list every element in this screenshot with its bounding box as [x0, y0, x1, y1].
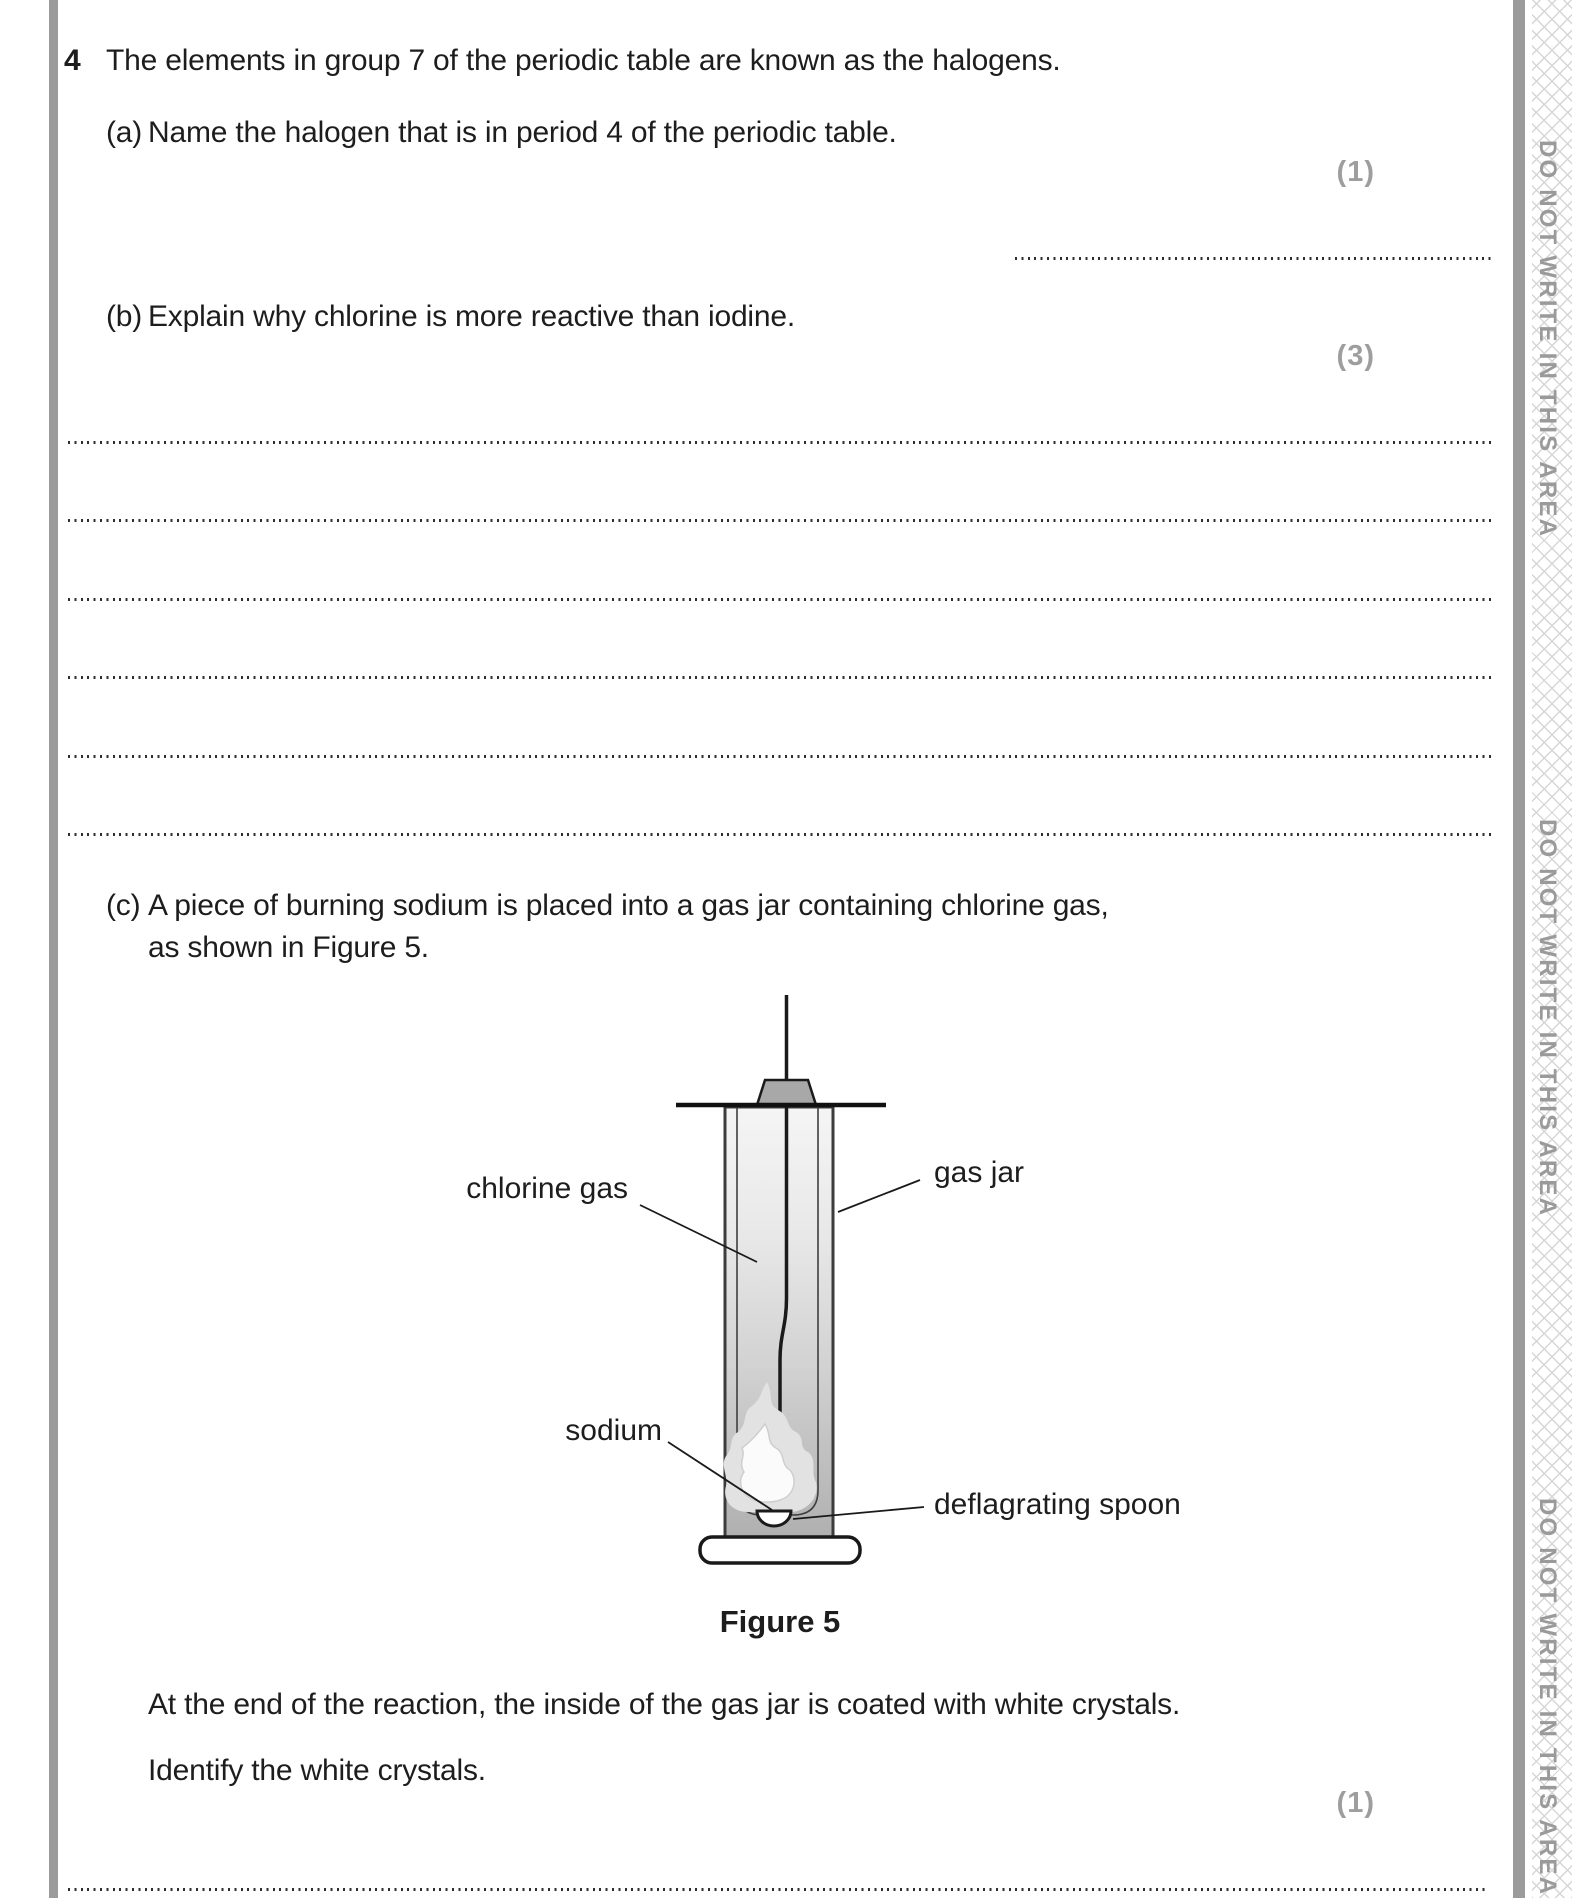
part-c-text-line2: as shown in Figure 5.	[148, 931, 429, 964]
do-not-write-notice: DO NOT WRITE IN THIS AREA	[1534, 140, 1561, 539]
jar-stopper	[757, 1080, 816, 1105]
part-b-label: (b)	[106, 300, 143, 333]
part-b-answer-line	[68, 833, 1493, 836]
do-not-write-notice: DO NOT WRITE IN THIS AREA	[1534, 1498, 1561, 1897]
part-b-answer-line	[68, 598, 1493, 601]
figure-5-diagram	[400, 960, 1200, 1660]
deflagrating-spoon-label: deflagrating spoon	[934, 1488, 1181, 1521]
gas-jar-leader-line	[838, 1180, 920, 1212]
jar-base	[700, 1537, 860, 1563]
part-a-text: Name the halogen that is in period 4 of the periodic table.	[148, 116, 897, 149]
part-b-marks: (3)	[1336, 340, 1375, 372]
closing-statement: At the end of the reaction, the inside of the gas jar is coated with white crystals.	[148, 1688, 1181, 1721]
part-b-text: Explain why chlorine is more reactive than iodine.	[148, 300, 795, 333]
gas-jar-label: gas jar	[934, 1156, 1025, 1189]
part-a-label: (a)	[106, 116, 143, 149]
part-b-answer-line	[68, 755, 1493, 758]
part-a-marks: (1)	[1336, 156, 1375, 188]
question-number: 4	[64, 44, 81, 77]
part-b-answer-line	[68, 441, 1493, 444]
question-intro: The elements in group 7 of the periodic table are known as the halogens.	[106, 44, 1061, 77]
closing-question: Identify the white crystals.	[148, 1754, 486, 1787]
part-b-answer-line	[68, 519, 1493, 522]
chlorine-gas-label: chlorine gas	[466, 1172, 628, 1205]
part-c-label: (c)	[106, 889, 141, 922]
part-a-answer-line	[1015, 257, 1493, 260]
right-margin-bar	[1513, 0, 1525, 1898]
sodium-label: sodium	[565, 1414, 662, 1447]
part-c-answer-line	[68, 1888, 1488, 1891]
part-c-text-line1: A piece of burning sodium is placed into a gas jar containing chlorine gas,	[148, 889, 1109, 922]
do-not-write-notice: DO NOT WRITE IN THIS AREA	[1534, 819, 1561, 1218]
part-c-marks: (1)	[1336, 1787, 1375, 1819]
part-b-answer-line	[68, 676, 1493, 679]
left-margin-bar	[49, 0, 58, 1898]
figure-caption: Figure 5	[719, 1604, 841, 1639]
